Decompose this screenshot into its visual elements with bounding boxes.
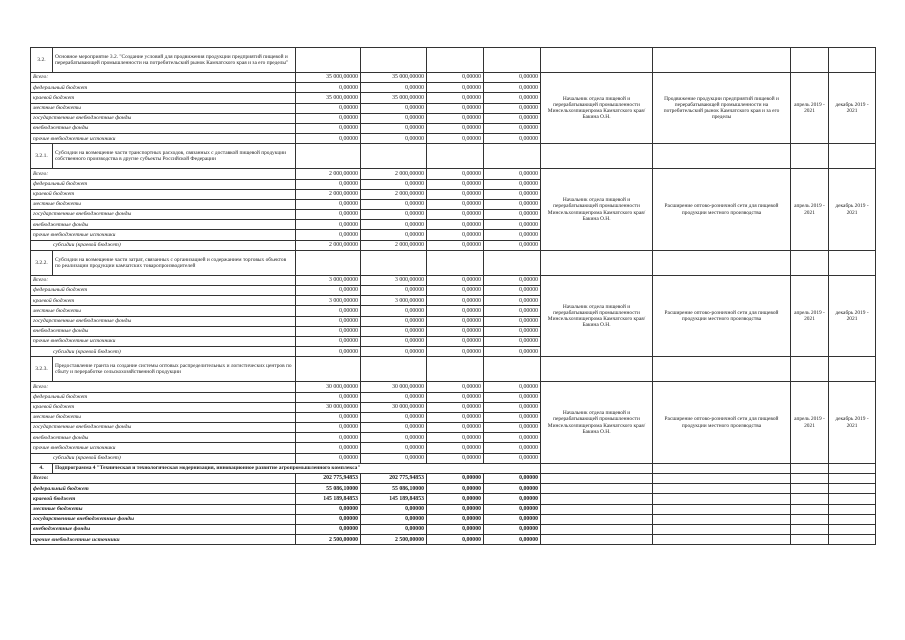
amount-cell: 0,00000 bbox=[484, 169, 541, 179]
amount-cell: 0,00000 bbox=[484, 189, 541, 199]
amount-cell: 0,00000 bbox=[296, 336, 361, 346]
section-number: 3.2.1. bbox=[31, 144, 53, 169]
start-date: апрель 2019 - 2021 bbox=[791, 382, 829, 464]
amount-cell: 0,00000 bbox=[296, 83, 361, 93]
section-number: 3.2.3. bbox=[31, 357, 53, 382]
amount-cell: 0,00000 bbox=[296, 199, 361, 209]
amount-cell: 0,00000 bbox=[427, 113, 484, 123]
amount-cell: 0,00000 bbox=[296, 433, 361, 443]
amount-cell: 0,00000 bbox=[484, 123, 541, 133]
empty-cell bbox=[541, 250, 653, 275]
amount-cell: 0,00000 bbox=[361, 199, 427, 209]
amount-cell: 0,00000 bbox=[296, 423, 361, 433]
amount-cell: 0,00000 bbox=[296, 392, 361, 402]
funding-source-label: местные бюджеты bbox=[31, 412, 296, 422]
empty-cell bbox=[541, 48, 653, 73]
empty-cell bbox=[361, 48, 427, 73]
amount-cell: 0,00000 bbox=[427, 123, 484, 133]
amount-cell: 0,00000 bbox=[427, 189, 484, 199]
start-date: апрель 2019 - 2021 bbox=[791, 275, 829, 357]
responsible-person: Начальник отдела пищевой и перерабатывающей промышленности Минсельхозпищепрома Камчатского края/ Бакина О.Н. bbox=[541, 169, 653, 251]
amount-cell: 0,00000 bbox=[296, 306, 361, 316]
amount-cell: 0,00000 bbox=[484, 326, 541, 336]
amount-cell: 0,00000 bbox=[427, 93, 484, 103]
empty-cell bbox=[791, 484, 829, 494]
amount-cell: 0,00000 bbox=[484, 504, 541, 514]
responsible-person: Начальник отдела пищевой и перерабатывающей промышленности Минсельхозпищепрома Камчатского края/ Бакина О.Н. bbox=[541, 382, 653, 464]
amount-cell: 0,00000 bbox=[361, 286, 427, 296]
amount-cell: 0,00000 bbox=[484, 179, 541, 189]
empty-cell bbox=[653, 474, 791, 484]
amount-cell: 0,00000 bbox=[484, 113, 541, 123]
funding-source-label: прочие внебюджетные источники bbox=[31, 134, 296, 144]
empty-cell bbox=[653, 514, 791, 524]
funding-source-label: государственные внебюджетные фонды bbox=[31, 113, 296, 123]
funding-source-label: местные бюджеты bbox=[31, 306, 296, 316]
empty-cell bbox=[791, 535, 829, 545]
amount-cell: 0,00000 bbox=[361, 433, 427, 443]
amount-cell: 0,00000 bbox=[427, 220, 484, 230]
amount-cell: 0,00000 bbox=[427, 347, 484, 357]
empty-cell bbox=[541, 357, 653, 382]
amount-cell: 3 000,00000 bbox=[361, 296, 427, 306]
amount-cell: 0,00000 bbox=[484, 524, 541, 534]
amount-cell: 145 189,84853 bbox=[296, 494, 361, 504]
amount-cell: 0,00000 bbox=[361, 210, 427, 220]
table-row bbox=[31, 73, 876, 83]
amount-cell: 0,00000 bbox=[427, 392, 484, 402]
empty-cell bbox=[791, 144, 829, 169]
empty-cell bbox=[296, 357, 361, 382]
empty-cell bbox=[361, 144, 427, 169]
funding-source-label: прочие внебюджетные источники bbox=[31, 230, 296, 240]
amount-cell: 0,00000 bbox=[296, 210, 361, 220]
amount-cell: 0,00000 bbox=[427, 316, 484, 326]
funding-source-label: внебюджетные фонды bbox=[31, 220, 296, 230]
empty-cell bbox=[653, 524, 791, 534]
amount-cell: 30 000,00000 bbox=[361, 402, 427, 412]
section-title: Субсидии на возмещение части затрат, связанных с организацией и содержанием торговых объектов по реализации продукции камчатских товаропроизводителей bbox=[53, 250, 296, 275]
empty-cell bbox=[541, 535, 653, 545]
empty-cell bbox=[829, 514, 876, 524]
funding-source-label: субсидии (краевой бюджет) bbox=[31, 453, 296, 463]
amount-cell: 0,00000 bbox=[484, 535, 541, 545]
table-row bbox=[31, 484, 876, 494]
funding-source-label: краевой бюджет bbox=[31, 402, 296, 412]
amount-cell: 0,00000 bbox=[361, 306, 427, 316]
amount-cell: 202 775,94853 bbox=[296, 474, 361, 484]
program-title: Подпрограмма 4 "Техническая и технологическая модернизация, инновационное развитие агропромышленного комплекса" bbox=[53, 463, 541, 473]
program-number: 4. bbox=[31, 463, 53, 473]
empty-cell bbox=[653, 357, 791, 382]
amount-cell: 0,00000 bbox=[296, 524, 361, 534]
empty-cell bbox=[296, 144, 361, 169]
amount-cell: 0,00000 bbox=[427, 494, 484, 504]
funding-source-label: краевой бюджет bbox=[31, 189, 296, 199]
amount-cell: 0,00000 bbox=[427, 443, 484, 453]
amount-cell: 0,00000 bbox=[427, 134, 484, 144]
start-date: апрель 2019 - 2021 bbox=[791, 73, 829, 144]
table-row bbox=[31, 474, 876, 484]
amount-cell: 0,00000 bbox=[427, 382, 484, 392]
funding-source-label: прочие внебюджетные источники bbox=[31, 535, 296, 545]
amount-cell: 0,00000 bbox=[427, 453, 484, 463]
empty-cell bbox=[829, 48, 876, 73]
amount-cell: 0,00000 bbox=[361, 113, 427, 123]
table-row bbox=[31, 535, 876, 545]
empty-cell bbox=[296, 250, 361, 275]
section-title: Субсидии на возмещение части транспортных расходов, связанных с доставкой пищевой продукции собственного производства в другие субъекты Российской Федерации bbox=[53, 144, 296, 169]
empty-cell bbox=[541, 514, 653, 524]
funding-source-label: федеральный бюджет bbox=[31, 83, 296, 93]
responsible-person: Начальник отдела пищевой и перерабатывающей промышленности Минсельхозпищепрома Камчатского края/ Бакина О.Н. bbox=[541, 275, 653, 357]
empty-cell bbox=[653, 494, 791, 504]
amount-cell: 0,00000 bbox=[484, 433, 541, 443]
section-number: 3.2. bbox=[31, 48, 53, 73]
program-title-row bbox=[31, 463, 876, 473]
amount-cell: 0,00000 bbox=[296, 230, 361, 240]
amount-cell: 0,00000 bbox=[427, 199, 484, 209]
empty-cell bbox=[427, 48, 484, 73]
empty-cell bbox=[791, 250, 829, 275]
budget-table-page bbox=[30, 47, 875, 545]
empty-cell bbox=[791, 494, 829, 504]
amount-cell: 0,00000 bbox=[361, 316, 427, 326]
amount-cell: 0,00000 bbox=[484, 514, 541, 524]
amount-cell: 0,00000 bbox=[427, 504, 484, 514]
amount-cell: 0,00000 bbox=[361, 134, 427, 144]
amount-cell: 0,00000 bbox=[361, 220, 427, 230]
amount-cell: 0,00000 bbox=[484, 316, 541, 326]
funding-source-label: государственные внебюджетные фонды bbox=[31, 514, 296, 524]
amount-cell: 0,00000 bbox=[484, 73, 541, 83]
funding-source-label: местные бюджеты bbox=[31, 199, 296, 209]
amount-cell: 2 000,00000 bbox=[361, 240, 427, 250]
expected-result: Расширение оптово-розничной сети для пищевой продукции местного производства bbox=[653, 382, 791, 464]
empty-cell bbox=[791, 48, 829, 73]
amount-cell: 0,00000 bbox=[361, 326, 427, 336]
empty-cell bbox=[829, 357, 876, 382]
amount-cell: 0,00000 bbox=[427, 514, 484, 524]
expected-result: Продвижение продукции предприятий пищевой и перерабатывающей промышленности на потребительский рынок Камчатского края и за его пределы bbox=[653, 73, 791, 144]
table-row bbox=[31, 504, 876, 514]
amount-cell: 0,00000 bbox=[484, 199, 541, 209]
budget-table bbox=[30, 47, 876, 545]
empty-cell bbox=[653, 504, 791, 514]
amount-cell: 202 775,94853 bbox=[361, 474, 427, 484]
empty-cell bbox=[829, 504, 876, 514]
amount-cell: 0,00000 bbox=[484, 392, 541, 402]
amount-cell: 0,00000 bbox=[296, 134, 361, 144]
funding-source-label: Всего: bbox=[31, 73, 296, 83]
empty-cell bbox=[653, 535, 791, 545]
amount-cell: 0,00000 bbox=[427, 210, 484, 220]
empty-cell bbox=[791, 357, 829, 382]
section-title: Основное мероприятие 3.2. "Создание условий для продвижения продукции предприятий пищевой и перерабатывающей промышленности на потребительский рынок Камчатского края и за его пределы" bbox=[53, 48, 296, 73]
amount-cell: 2 000,00000 bbox=[361, 169, 427, 179]
amount-cell: 30 000,00000 bbox=[296, 382, 361, 392]
expected-result: Расширение оптово-розничной сети для пищевой продукции местного производства bbox=[653, 169, 791, 251]
amount-cell: 0,00000 bbox=[427, 484, 484, 494]
funding-source-label: краевой бюджет bbox=[31, 93, 296, 103]
empty-cell bbox=[541, 524, 653, 534]
amount-cell: 0,00000 bbox=[296, 220, 361, 230]
amount-cell: 0,00000 bbox=[427, 423, 484, 433]
table-row bbox=[31, 494, 876, 504]
funding-source-label: внебюджетные фонды bbox=[31, 326, 296, 336]
empty-cell bbox=[541, 474, 653, 484]
amount-cell: 0,00000 bbox=[427, 326, 484, 336]
table-row bbox=[31, 169, 876, 179]
amount-cell: 0,00000 bbox=[484, 443, 541, 453]
funding-source-label: местные бюджеты bbox=[31, 103, 296, 113]
amount-cell: 0,00000 bbox=[296, 504, 361, 514]
section-title-row bbox=[31, 144, 876, 169]
amount-cell: 0,00000 bbox=[361, 504, 427, 514]
amount-cell: 0,00000 bbox=[296, 326, 361, 336]
amount-cell: 0,00000 bbox=[361, 347, 427, 357]
amount-cell: 0,00000 bbox=[484, 134, 541, 144]
amount-cell: 2 000,00000 bbox=[296, 240, 361, 250]
amount-cell: 0,00000 bbox=[484, 83, 541, 93]
funding-source-label: прочие внебюджетные источники bbox=[31, 336, 296, 346]
amount-cell: 0,00000 bbox=[427, 230, 484, 240]
amount-cell: 0,00000 bbox=[296, 286, 361, 296]
amount-cell: 0,00000 bbox=[296, 179, 361, 189]
empty-cell bbox=[484, 250, 541, 275]
amount-cell: 0,00000 bbox=[427, 412, 484, 422]
empty-cell bbox=[829, 250, 876, 275]
amount-cell: 55 086,10000 bbox=[296, 484, 361, 494]
amount-cell: 0,00000 bbox=[361, 514, 427, 524]
table-row bbox=[31, 524, 876, 534]
amount-cell: 0,00000 bbox=[296, 453, 361, 463]
amount-cell: 0,00000 bbox=[361, 179, 427, 189]
funding-source-label: субсидии (краевой бюджет) bbox=[31, 240, 296, 250]
expected-result: Расширение оптово-розничной сети для пищевой продукции местного производства bbox=[653, 275, 791, 357]
empty-cell bbox=[791, 514, 829, 524]
funding-source-label: Всего: bbox=[31, 275, 296, 285]
amount-cell: 0,00000 bbox=[484, 296, 541, 306]
amount-cell: 0,00000 bbox=[361, 83, 427, 93]
amount-cell: 0,00000 bbox=[427, 296, 484, 306]
amount-cell: 0,00000 bbox=[427, 179, 484, 189]
section-title-row bbox=[31, 357, 876, 382]
table-row bbox=[31, 382, 876, 392]
amount-cell: 0,00000 bbox=[296, 103, 361, 113]
funding-source-label: краевой бюджет bbox=[31, 296, 296, 306]
section-number: 3.2.2. bbox=[31, 250, 53, 275]
amount-cell: 0,00000 bbox=[484, 474, 541, 484]
amount-cell: 3 000,00000 bbox=[361, 275, 427, 285]
funding-source-label: государственные внебюджетные фонды bbox=[31, 316, 296, 326]
amount-cell: 0,00000 bbox=[361, 230, 427, 240]
empty-cell bbox=[541, 484, 653, 494]
amount-cell: 0,00000 bbox=[484, 93, 541, 103]
amount-cell: 0,00000 bbox=[427, 83, 484, 93]
amount-cell: 0,00000 bbox=[484, 103, 541, 113]
funding-source-label: федеральный бюджет bbox=[31, 179, 296, 189]
amount-cell: 0,00000 bbox=[484, 402, 541, 412]
empty-cell bbox=[791, 504, 829, 514]
section-title: Предоставление гранта на создание системы оптовых распределительных и логистических центров по сбыту и переработке сельскохозяйственной продукции bbox=[53, 357, 296, 382]
empty-cell bbox=[829, 144, 876, 169]
empty-cell bbox=[791, 474, 829, 484]
empty-cell bbox=[427, 250, 484, 275]
end-date: декабрь 2019 - 2021 bbox=[829, 73, 876, 144]
amount-cell: 0,00000 bbox=[484, 286, 541, 296]
funding-source-label: государственные внебюджетные фонды bbox=[31, 423, 296, 433]
amount-cell: 0,00000 bbox=[296, 514, 361, 524]
amount-cell: 0,00000 bbox=[427, 402, 484, 412]
amount-cell: 35 000,00000 bbox=[296, 93, 361, 103]
end-date: декабрь 2019 - 2021 bbox=[829, 275, 876, 357]
amount-cell: 0,00000 bbox=[296, 443, 361, 453]
funding-source-label: Всего: bbox=[31, 169, 296, 179]
table-row bbox=[31, 275, 876, 285]
empty-cell bbox=[484, 144, 541, 169]
empty-cell bbox=[791, 463, 829, 473]
amount-cell: 35 000,00000 bbox=[296, 73, 361, 83]
amount-cell: 30 000,00000 bbox=[361, 382, 427, 392]
empty-cell bbox=[829, 463, 876, 473]
responsible-person: Начальник отдела пищевой и перерабатывающей промышленности Минсельхозпищепрома Камчатского края/ Бакина О.Н. bbox=[541, 73, 653, 144]
empty-cell bbox=[791, 524, 829, 534]
amount-cell: 0,00000 bbox=[296, 347, 361, 357]
empty-cell bbox=[541, 494, 653, 504]
empty-cell bbox=[829, 535, 876, 545]
amount-cell: 0,00000 bbox=[296, 412, 361, 422]
amount-cell: 0,00000 bbox=[484, 306, 541, 316]
funding-source-label: внебюджетные фонды bbox=[31, 123, 296, 133]
empty-cell bbox=[653, 144, 791, 169]
amount-cell: 0,00000 bbox=[427, 474, 484, 484]
amount-cell: 0,00000 bbox=[427, 275, 484, 285]
amount-cell: 0,00000 bbox=[361, 443, 427, 453]
amount-cell: 0,00000 bbox=[484, 230, 541, 240]
empty-cell bbox=[541, 144, 653, 169]
amount-cell: 2 500,00000 bbox=[296, 535, 361, 545]
funding-source-label: внебюджетные фонды bbox=[31, 524, 296, 534]
amount-cell: 0,00000 bbox=[427, 240, 484, 250]
amount-cell: 0,00000 bbox=[427, 169, 484, 179]
empty-cell bbox=[541, 463, 653, 473]
amount-cell: 0,00000 bbox=[484, 240, 541, 250]
funding-source-label: федеральный бюджет bbox=[31, 484, 296, 494]
funding-source-label: федеральный бюджет bbox=[31, 392, 296, 402]
amount-cell: 55 086,10000 bbox=[361, 484, 427, 494]
end-date: декабрь 2019 - 2021 bbox=[829, 169, 876, 251]
empty-cell bbox=[829, 494, 876, 504]
amount-cell: 0,00000 bbox=[484, 336, 541, 346]
amount-cell: 0,00000 bbox=[427, 336, 484, 346]
amount-cell: 0,00000 bbox=[484, 453, 541, 463]
amount-cell: 0,00000 bbox=[484, 210, 541, 220]
amount-cell: 0,00000 bbox=[484, 220, 541, 230]
funding-source-label: Всего: bbox=[31, 382, 296, 392]
funding-source-label: краевой бюджет bbox=[31, 494, 296, 504]
empty-cell bbox=[361, 357, 427, 382]
section-title-row bbox=[31, 48, 876, 73]
amount-cell: 35 000,00000 bbox=[361, 73, 427, 83]
table-row bbox=[31, 514, 876, 524]
amount-cell: 0,00000 bbox=[427, 535, 484, 545]
funding-source-label: местные бюджеты bbox=[31, 504, 296, 514]
empty-cell bbox=[653, 48, 791, 73]
funding-source-label: федеральный бюджет bbox=[31, 286, 296, 296]
empty-cell bbox=[829, 524, 876, 534]
amount-cell: 0,00000 bbox=[361, 123, 427, 133]
amount-cell: 0,00000 bbox=[427, 73, 484, 83]
funding-source-label: государственные внебюджетные фонды bbox=[31, 210, 296, 220]
amount-cell: 0,00000 bbox=[361, 524, 427, 534]
funding-source-label: Всего: bbox=[31, 474, 296, 484]
amount-cell: 3 000,00000 bbox=[296, 296, 361, 306]
amount-cell: 0,00000 bbox=[296, 113, 361, 123]
empty-cell bbox=[484, 357, 541, 382]
amount-cell: 2 000,00000 bbox=[296, 189, 361, 199]
amount-cell: 0,00000 bbox=[361, 392, 427, 402]
amount-cell: 0,00000 bbox=[361, 453, 427, 463]
amount-cell: 2 000,00000 bbox=[296, 169, 361, 179]
amount-cell: 0,00000 bbox=[427, 433, 484, 443]
empty-cell bbox=[361, 250, 427, 275]
amount-cell: 0,00000 bbox=[427, 306, 484, 316]
empty-cell bbox=[653, 250, 791, 275]
empty-cell bbox=[653, 463, 791, 473]
empty-cell bbox=[653, 484, 791, 494]
amount-cell: 0,00000 bbox=[361, 412, 427, 422]
amount-cell: 30 000,00000 bbox=[296, 402, 361, 412]
amount-cell: 145 189,84853 bbox=[361, 494, 427, 504]
empty-cell bbox=[427, 357, 484, 382]
funding-source-label: внебюджетные фонды bbox=[31, 433, 296, 443]
amount-cell: 0,00000 bbox=[484, 494, 541, 504]
amount-cell: 0,00000 bbox=[427, 524, 484, 534]
empty-cell bbox=[484, 48, 541, 73]
amount-cell: 0,00000 bbox=[427, 103, 484, 113]
amount-cell: 0,00000 bbox=[484, 347, 541, 357]
section-title-row bbox=[31, 250, 876, 275]
amount-cell: 0,00000 bbox=[296, 316, 361, 326]
amount-cell: 35 000,00000 bbox=[361, 93, 427, 103]
empty-cell bbox=[427, 144, 484, 169]
amount-cell: 0,00000 bbox=[361, 103, 427, 113]
amount-cell: 0,00000 bbox=[296, 123, 361, 133]
amount-cell: 0,00000 bbox=[484, 382, 541, 392]
empty-cell bbox=[296, 48, 361, 73]
amount-cell: 0,00000 bbox=[361, 336, 427, 346]
amount-cell: 0,00000 bbox=[484, 423, 541, 433]
amount-cell: 0,00000 bbox=[484, 275, 541, 285]
empty-cell bbox=[829, 484, 876, 494]
amount-cell: 2 500,00000 bbox=[361, 535, 427, 545]
funding-source-label: субсидии (краевой бюджет) bbox=[31, 347, 296, 357]
amount-cell: 0,00000 bbox=[427, 286, 484, 296]
end-date: декабрь 2019 - 2021 bbox=[829, 382, 876, 464]
amount-cell: 0,00000 bbox=[484, 484, 541, 494]
funding-source-label: прочие внебюджетные источники bbox=[31, 443, 296, 453]
start-date: апрель 2019 - 2021 bbox=[791, 169, 829, 251]
empty-cell bbox=[541, 504, 653, 514]
amount-cell: 0,00000 bbox=[361, 423, 427, 433]
amount-cell: 3 000,00000 bbox=[296, 275, 361, 285]
amount-cell: 2 000,00000 bbox=[361, 189, 427, 199]
empty-cell bbox=[829, 474, 876, 484]
amount-cell: 0,00000 bbox=[484, 412, 541, 422]
